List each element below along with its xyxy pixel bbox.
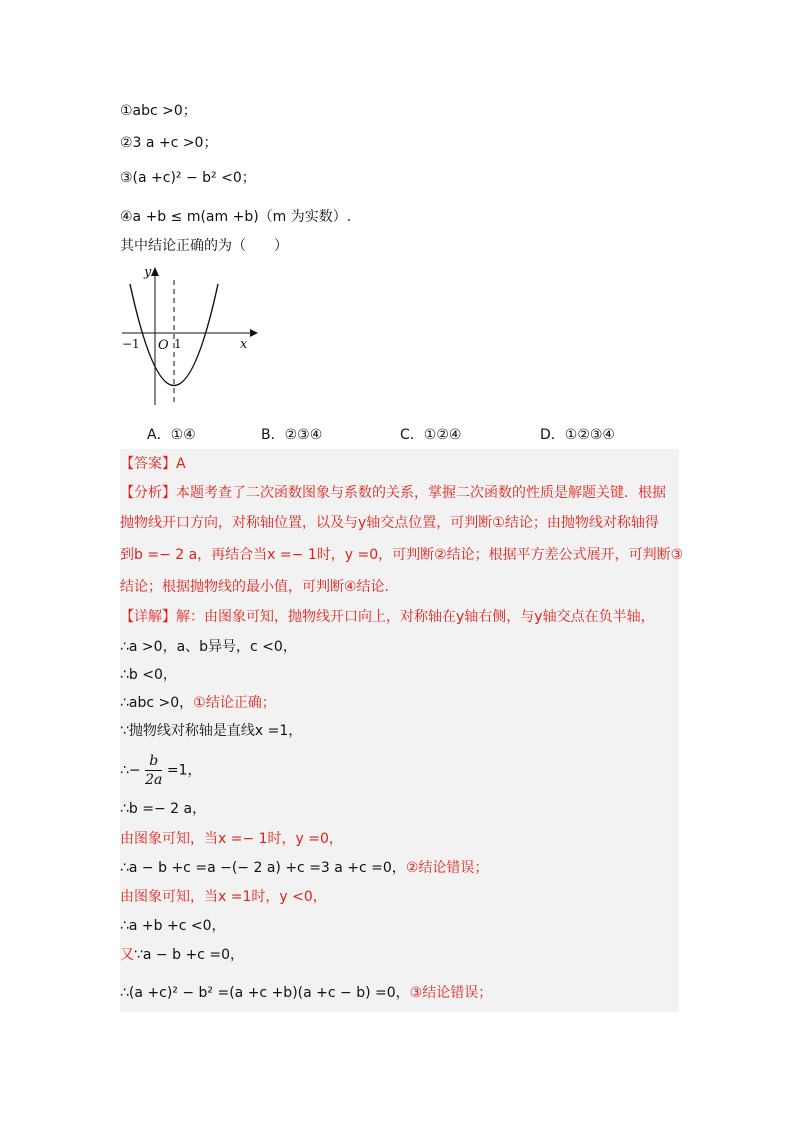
statement-1: ①abc >0； (120, 103, 197, 119)
detail-line-10: 由图象可知，当x =1时，y <0， (120, 889, 327, 905)
neg-one-label: −1 (122, 337, 140, 351)
answer-tag: 【答案】 (120, 456, 176, 472)
analysis-tag: 【分析】 (120, 485, 176, 501)
option-text: ①④ (170, 427, 196, 443)
analysis-line-3: 到b =− 2 a，再结合当x =− 1时，y =0，可判断②结论；根据平方差公式展开，可判断③ (120, 547, 684, 563)
analysis-line-2: 抛物线开口方向，对称轴位置，以及与y轴交点位置，可判断①结论；由抛物线对称轴得 (120, 515, 659, 531)
detail-line-8: 由图象可知，当x =− 1时，y =0， (120, 831, 343, 847)
detail-text-9b: ②结论错误； (405, 860, 489, 876)
statement-3: ③(a +c)² − b² <0； (120, 170, 256, 186)
fraction-numerator: b (145, 752, 162, 771)
option-a[interactable] (147, 424, 196, 444)
analysis-text-1: 本题考查了二次函数图象与系数的关系，掌握二次函数的性质是解题关键．根据 (176, 485, 666, 501)
detail-line-11: ∴a +b +c <0， (120, 918, 226, 934)
detail-line-6 (120, 752, 201, 789)
detail-text-1: 解：由图象可知，抛物线开口向上，对称轴在y轴右侧，与y轴交点在负半轴， (176, 609, 655, 625)
analysis-line-4: 结论；根据抛物线的最小值，可判断④结论. (120, 579, 389, 595)
detail-line-9 (120, 857, 488, 879)
option-letter: D． (540, 427, 565, 443)
option-b[interactable] (261, 424, 322, 444)
detail-text-12b: ∵a − b +c =0， (134, 947, 244, 963)
detail-tag: 【详解】 (120, 609, 176, 625)
option-c[interactable] (400, 424, 461, 444)
x-axis-arrow (250, 329, 258, 337)
y-axis-arrow (151, 267, 159, 276)
detail-line-7: ∴b =− 2 a， (120, 801, 207, 817)
detail-text-4b: ①结论正确； (193, 695, 276, 711)
x-label: x (240, 337, 248, 352)
answer-value: A (176, 456, 186, 472)
detail-line-12 (120, 944, 244, 966)
option-d[interactable] (540, 424, 615, 444)
fraction-denominator: 2a (145, 772, 163, 788)
detail-line-3: ∴b <0， (120, 667, 177, 683)
option-letter: A． (147, 427, 171, 443)
detail-text-13a: ∴(a +c)² − b² =(a +c +b)(a +c − b) =0， (120, 985, 410, 1001)
statement-4: ④a +b ≤ m(am +b)（m 为实数）. (120, 209, 352, 225)
detail-text-6-prefix: ∴− (120, 762, 141, 779)
detail-text-6-suffix: =1， (166, 762, 202, 779)
fraction-b-over-2a (145, 752, 162, 789)
detail-text-4a: ∴abc >0， (120, 695, 194, 711)
question-text: 其中结论正确的为（ ） (120, 238, 288, 254)
parabola-graph (118, 262, 258, 407)
answer-line (120, 453, 186, 475)
detail-text-9a: ∴a − b +c =a −(− 2 a) +c =3 a +c =0， (120, 860, 406, 876)
detail-line-1 (120, 606, 655, 628)
detail-line-2: ∴a >0，a、b异号，c <0， (120, 639, 297, 655)
option-text: ①②④ (423, 427, 462, 443)
detail-line-4 (120, 692, 276, 714)
analysis-line-1 (120, 482, 666, 504)
option-text: ②③④ (284, 427, 323, 443)
statement-2: ②3 a +c >0； (120, 135, 218, 151)
option-letter: B． (261, 427, 285, 443)
detail-line-13 (120, 982, 492, 1004)
detail-text-13b: ③结论错误； (409, 985, 493, 1001)
detail-text-12a: 又 (120, 947, 134, 963)
origin-label: O (158, 338, 169, 353)
one-label: 1 (174, 337, 182, 351)
option-text: ①②③④ (564, 427, 615, 443)
y-label: y (144, 265, 152, 280)
option-letter: C． (400, 427, 424, 443)
detail-line-5: ∵抛物线对称轴是直线x =1， (120, 723, 303, 739)
